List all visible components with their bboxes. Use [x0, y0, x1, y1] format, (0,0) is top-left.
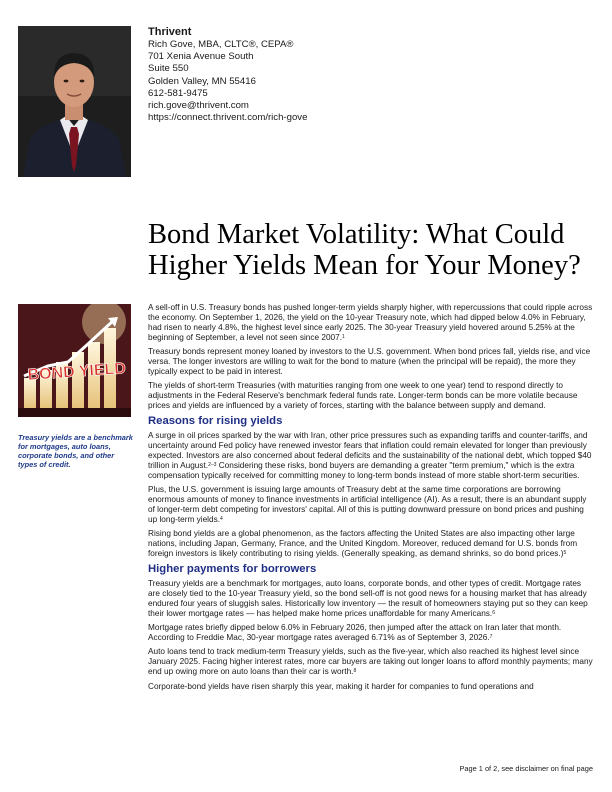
higher-payments-paragraph-3: Auto loans tend to track medium-term Treasury yields, such as the five-year, which also reached its highest level since January 2025. Facing higher interest rates, more car buyers are taking out longer loans to afford monthly payments; many end up owing more on auto loans than their car is worth.$^8$: [148, 647, 593, 677]
email-address[interactable]: rich.gove@thrivent.com: [148, 100, 249, 112]
higher-payments-paragraph-4: Corporate-bond yields have risen sharply this year, making it harder for companies to fund operations and: [148, 681, 534, 691]
website-link[interactable]: https://connect.thrivent.com/rich-gove: [148, 112, 308, 124]
higher-payments-paragraph-2: Mortgage rates briefly dipped below 6.0% in February 2026, then jumped after the attack on Iran later that month. According to Freddie Mac, 30-year mortgage rates averaged 6.71% as of September 3, 2026.$^7$: [148, 623, 562, 642]
bond-yield-illustration: [18, 304, 131, 417]
intro-paragraph-1: A sell-off in U.S. Treasury bonds has pushed longer-term yields sharply higher, with repercussions that could ripple across the economy. On September 1, 2026, the yield on the 10-year Treasury note, which had dipped below 4.0% in February, had risen to nearly 4.8%, the highest level since early 2025. The 30-year Treasury yield hovered around 5.25% at the beginning of September, a level not seen since 2007.$^1$: [148, 303, 593, 342]
footnote-1: 1: [342, 333, 345, 340]
footnote-4: 4: [220, 515, 223, 522]
footnote-7: 7: [489, 633, 493, 640]
advisor-name: Rich Gove, MBA, CLTC®, CEPA®: [148, 39, 294, 50]
bond-yield-image: [18, 304, 131, 417]
footnote-8: 8: [353, 668, 357, 675]
higher-payments-paragraph-1: Treasury yields are a benchmark for mortgages, auto loans, corporate bonds, and other types of credit. Mortgage rates are closely tied to the 10-year Treasury yield, so the bond sell-off is not good news for a housing market that has already endured four years of sluggish sales. Historically low inventory — the result of homeowners staying put so they can keep their lower mortgage rates — has helped make home prices unaffordable for many Americans.$^6$: [148, 579, 588, 618]
rising-yields-paragraph-1: A surge in oil prices sparked by the war with Iran, other price pressures such as expanding tariffs and counter-tariffs, and uncertainty around Fed policy have renewed investor fears that inflation could remain elevated for longer than previously expected. Investors are also concerned about federal deficits and the sustainability of the national debt, which topped $40 trillion in August.$^{2-3}$ Considering these risks, bond buyers are demanding a greater "term premium," which is the extra compensation typically received for committing money to long-term bonds instead of more stable short-term securities.: [148, 431, 592, 480]
section-heading-rising-yields: Reasons for rising yields: [148, 415, 283, 428]
rising-yields-paragraph-2: Plus, the U.S. government is issuing large amounts of Treasury debt at the same time corporations are borrowing enormous amounts of money to finance investments in artificial intelligence (AI). As a result, there is an abundant supply of longer-term debt competing for investors' capital. All of this is putting downward pressure on bond prices and pushing up long-term yields.$^4$: [148, 485, 587, 524]
article-body: [148, 303, 593, 696]
phone-number[interactable]: 612-581-9475: [148, 87, 208, 99]
page-footer: Page 1 of 2, see disclaimer on final page: [459, 764, 593, 773]
address-line-1: 701 Xenia Avenue South: [148, 51, 254, 63]
image-caption: Treasury yields are a benchmark for mortgages, auto loans, corporate bonds, and other types of credit.: [18, 433, 133, 469]
article-title: Bond Market Volatility: What Could Higher Yields Mean for Your Money?: [148, 219, 581, 281]
bond-yield-label: BOND YIELD: [27, 360, 127, 384]
city-state-zip: Golden Valley, MN 55416: [148, 75, 256, 87]
intro-paragraph-2: Treasury bonds represent money loaned by investors to the U.S. government. When bond prices fall, yields rise, and vice versa. The longer investors are willing to wait for the bond to mature (when the principal will be repaid), the more they typically expect to be paid in interest.: [148, 346, 591, 376]
advisor-portrait-illustration: [18, 26, 131, 177]
rising-yields-paragraph-3: Rising bond yields are a global phenomenon, as the factors affecting the United States are also impacting other large nations, including Japan, Germany, France, and the United Kingdom. Moreover, reduced demand for U.S. bonds from foreign investors is likely contributing to rising yields. (Generally speaking, as demand shrinks, so do bond prices.)$^5$: [148, 529, 578, 558]
address-line-2: Suite 550: [148, 63, 189, 75]
footnote-5: 5: [563, 549, 567, 556]
footnote-6: 6: [492, 609, 496, 616]
advisor-photo: [18, 26, 131, 177]
firm-name: Thrivent: [148, 26, 192, 38]
advisor-contact: [148, 26, 307, 124]
section-heading-higher-payments: Higher payments for borrowers: [148, 563, 317, 576]
footnote-2-3: 2–3: [208, 461, 217, 468]
intro-paragraph-3: The yields of short-term Treasuries (with maturities ranging from one week to one year) tend to respond directly to adjustments in the Federal Reserve's benchmark federal funds rate. Longer-term bonds can be more volatile because prices and yields are influenced by a variety of forces, starting with the balance between supply and demand.: [148, 381, 578, 410]
